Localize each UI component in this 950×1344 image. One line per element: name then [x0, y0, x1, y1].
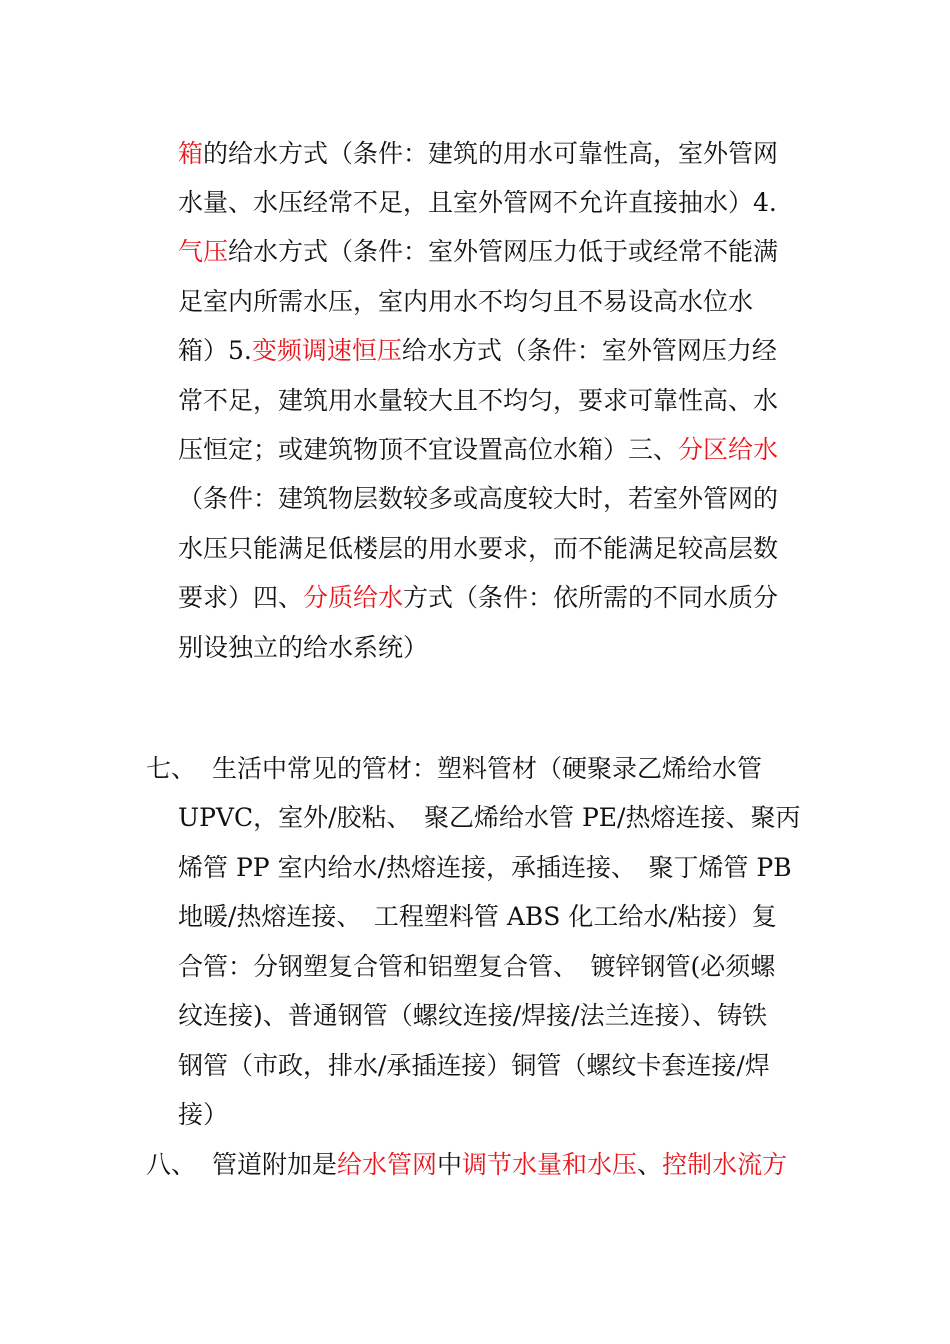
line-text: 合管：分钢塑复合管和铝塑复合管、 镀锌钢管(必须螺 [178, 952, 776, 981]
text-line [178, 583, 778, 613]
line-text: 别设独立的给水系统） [178, 633, 429, 662]
text-line [178, 435, 778, 465]
text-line [178, 803, 800, 833]
line-text: 烯管 PP 室内给水/热熔连接，承插连接、 聚丁烯管 PB [178, 853, 792, 882]
line-text: 要求）四、 [178, 583, 304, 612]
line-text: 纹连接)、普通钢管（螺纹连接/焊接/法兰连接）、铸铁 [178, 1001, 768, 1030]
text-line [178, 1051, 770, 1081]
line-text: 生活中常见的管材：塑料管材（硬聚录乙烯给水管 [212, 754, 763, 783]
text-line [178, 336, 777, 366]
highlighted-term: 变频调速恒压 [251, 336, 402, 365]
line-text: 接） [178, 1100, 229, 1129]
line-text: 中 [437, 1150, 463, 1179]
highlighted-term: 分质给水 [303, 583, 404, 612]
text-line [212, 754, 762, 784]
line-text: （条件：建筑物层数较多或高度较大时，若室外管网的 [178, 484, 779, 513]
text-line [178, 952, 775, 982]
line-text: 的给水方式（条件：建筑的用水可靠性高，室外管网 [203, 139, 779, 168]
line-text: 地暖/热熔连接、 工程塑料管 ABS 化工给水/粘接）复 [178, 902, 777, 931]
line-text: 常不足，建筑用水量较大且不均匀，要求可靠性高、水 [178, 386, 779, 415]
line-text: UPVC，室外/胶粘、 聚乙烯给水管 PE/热熔连接、聚丙 [178, 803, 801, 832]
text-line [178, 386, 778, 416]
line-text: 给水方式（条件：室外管网压力经 [401, 336, 777, 365]
text-line [178, 287, 753, 317]
line-text: 管道附加是 [212, 1150, 338, 1179]
line-text: 、 [637, 1150, 663, 1179]
highlighted-term: 分区给水 [678, 435, 779, 464]
list-marker-7: 七、 [146, 754, 197, 783]
text-line [178, 484, 778, 514]
text-line [178, 1100, 228, 1130]
text-line [178, 633, 428, 663]
text-line [178, 534, 778, 564]
text-line [212, 1150, 787, 1180]
text-line [178, 902, 777, 932]
text-line [178, 853, 792, 883]
highlighted-term: 气压 [178, 237, 229, 266]
line-text: 水压只能满足低楼层的用水要求，而不能满足较高层数 [178, 534, 779, 563]
highlighted-term: 调节水量和水压 [462, 1150, 638, 1179]
text-line [178, 1001, 767, 1031]
line-text: 足室内所需水压，室内用水不均匀且不易设高水位水 [178, 287, 754, 316]
line-text: 给水方式（条件：室外管网压力低于或经常不能满 [228, 237, 779, 266]
text-line [178, 139, 778, 169]
text-line [178, 188, 777, 218]
line-text: 钢管（市政，排水/承插连接）铜管（螺纹卡套连接/焊 [178, 1051, 770, 1080]
highlighted-term: 给水管网 [337, 1150, 438, 1179]
highlighted-term: 箱 [178, 139, 204, 168]
line-text: 方式（条件：依所需的不同水质分 [403, 583, 779, 612]
list-marker-8: 八、 [146, 1150, 197, 1179]
line-text: 水量、水压经常不足，且室外管网不允许直接抽水）4. [178, 188, 777, 217]
line-text: 箱）5. [178, 336, 252, 365]
highlighted-term: 控制水流方 [662, 1150, 788, 1179]
text-line [178, 237, 778, 267]
line-text: 压恒定；或建筑物顶不宜设置高位水箱）三、 [178, 435, 679, 464]
